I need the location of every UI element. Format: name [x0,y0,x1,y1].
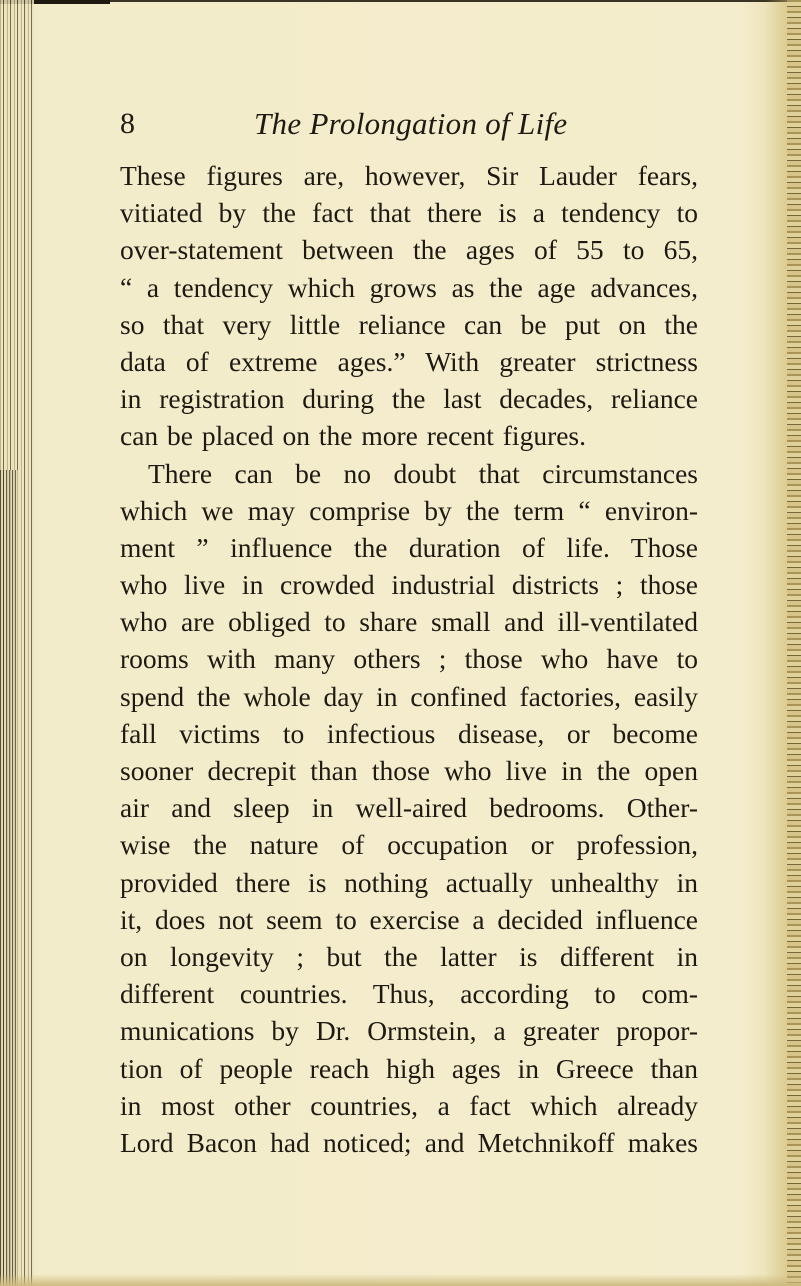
text-line: Lord Bacon had noticed; and Metchnikoff makes [120,1126,698,1158]
running-title: The Prolongation of Life [254,106,568,141]
text-line: provided there is nothing actually unhealthy in [120,866,698,898]
text-line: which we may comprise by the term “ environ- [120,494,698,526]
text-line: wise the nature of occupation or profession, [120,829,698,861]
text-line: who are obliged to share small and ill-ventilated [120,606,698,638]
running-head [120,104,698,144]
body-text [120,157,698,1161]
page-number: 8 [120,107,135,140]
right-page-edge [787,0,801,1286]
top-edge-rule [0,0,801,2]
text-line: so that very little reliance can be put on the [120,308,698,340]
text-line: ment ” influence the duration of life. Those [120,531,698,563]
text-line: spend the whole day in confined factories, easily [120,680,698,712]
binding-shadow [0,470,18,1286]
text-line: it, does not seem to exercise a decided influence [120,903,698,935]
text-line: tion of people reach high ages in Greece than [120,1052,698,1084]
text-line: different countries. Thus, according to com- [120,978,698,1010]
text-line: can be placed on the more recent figures. [120,420,587,452]
text-line: over-statement between the ages of 55 to 65, [120,234,698,266]
text-line: who live in crowded industrial districts ; those [120,569,698,601]
text-line: rooms with many others ; those who have to [120,643,698,675]
text-line: “ a tendency which grows as the age advances, [120,271,698,303]
bottom-page-edge [0,1274,801,1286]
text-line: munications by Dr. Ormstein, a greater propor- [120,1015,698,1047]
text-line: There can be no doubt that circumstances [148,457,698,489]
text-line: air and sleep in well-aired bedrooms. Other- [120,792,698,824]
text-line: in registration during the last decades, reliance [120,383,698,415]
text-line: in most other countries, a fact which already [120,1089,698,1121]
text-line: sooner decrepit than those who live in the open [120,755,698,786]
right-edge-shadow [765,0,787,1286]
text-line: fall victims to infectious disease, or become [120,717,698,749]
text-line: These figures are, however, Sir Lauder fears, [120,160,698,191]
text-line: on longevity ; but the latter is different in [120,940,698,972]
text-line: vitiated by the fact that there is a tendency to [120,197,698,229]
text-line: data of extreme ages.” With greater strictness [120,345,698,377]
